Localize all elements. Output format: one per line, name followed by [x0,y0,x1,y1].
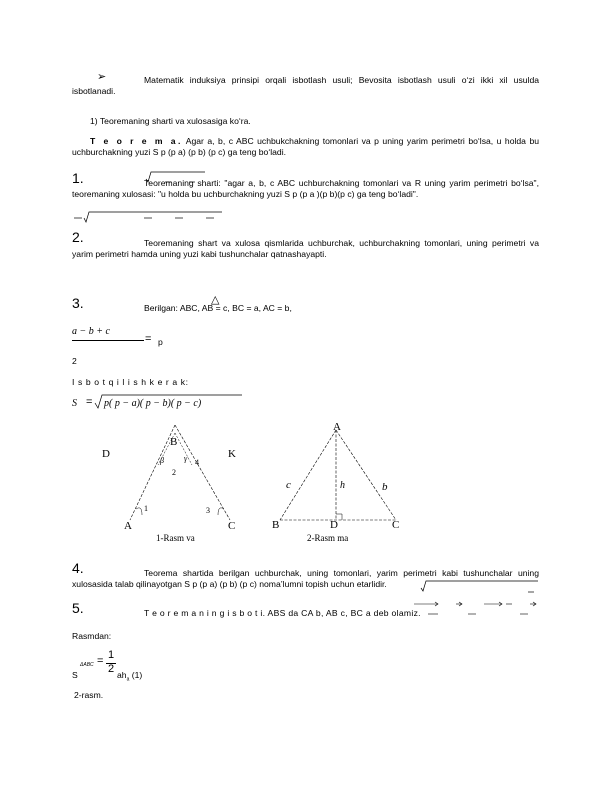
list-number-1: 1. [72,170,84,186]
fig2-label-side-c: c [286,479,291,491]
fig2-label-h: h [340,480,345,491]
list-item-2-text: Teoremaning shart va xulosa qismlarida uchburchak, uchburchakning tomonlari, uning perimetri va yarim perimetri hamda uning yuzi kabi tushunchalar qatnashayapti. [72,238,539,259]
formula-p-fraction-bar [72,340,144,341]
teorema-paragraph [72,136,539,158]
fig1-label-4: 4 [195,458,199,467]
formula-area-ref: (1) [131,670,143,680]
formula-area-equals: = [97,655,104,667]
list-number-3: 3. [72,295,84,311]
list-number-5: 5. [72,600,84,616]
formula-area-s: S [72,670,78,680]
fig1-label-c: C [228,520,236,532]
formula-p-equals: = [145,333,152,345]
fig2-label-b: B [272,519,280,531]
triangle-symbol: △ [211,294,220,306]
fig1-angle-a [136,508,142,515]
item-1-text: 1) Teoremaning sharti va xulosasiga ko‘ra. [90,116,251,126]
list-item-1 [72,178,539,200]
list-item-3-text: Berilgan: ABC, AB = c, BC = a, AC = b, [144,303,292,313]
radical-marks-top [145,170,215,186]
fig2-side-b [336,430,396,520]
radical-marks-item4 [420,580,540,594]
formula-p-rhs: p [158,337,163,347]
vector-arrows [410,598,540,620]
svg-text:β: β [160,456,164,465]
list-item-2 [72,238,539,260]
fig1-label-2: 2 [172,468,176,477]
rasm-2-label: 2-rasm. [74,690,104,700]
fig1-label-3: 3 [206,506,210,515]
list-item-5-text: T e o r e m a n i n g i s b o t i. ABS da CA b, AB c, BC a deb olamiz. [144,608,421,618]
formula-s-radicand: p( p − a)( p − b)( p − c) [104,398,202,409]
fig2-label-d: D [330,519,338,531]
figure-2 [272,420,412,540]
bullet-paragraph-text: Matematik induksiya prinsipi orqali isbotlash usuli; Bevosita isbotlash usuli o‘zi ikki xil usulda isbotlanadi. [72,75,539,96]
formula-p-numerator: a − b + c [72,326,110,337]
fig1-label-k: K [228,448,236,460]
bullet-paragraph [72,75,539,97]
figure-2-caption: 2-Rasm ma [307,533,349,543]
fig2-side-c [280,430,336,520]
bullet-marker: ➢ [97,71,107,83]
list-number-4: 4. [72,560,84,576]
formula-area-ah: ah [117,670,127,680]
figure-1-caption: 1-Rasm va [156,533,195,543]
fig1-side-bc [175,425,230,520]
list-item-1-text: Teoremaning sharti: "agar a, b, c ABC uchburchakning tomonlari va R uning yarim perimetri bo‘lsa", teoremaning xulosasi: "u holda bu uchburchakning yuzi S p (p a )(p b)(p c) ga teng bo‘ladi". [72,178,539,199]
formula-p-denominator: 2 [72,356,77,366]
isbotlash-label: I s b o t q i l i s h k e r a k: [72,377,189,387]
fig1-angle-c [218,508,224,515]
teorema-text: Agar a, b, c ABC uchbukchakning tomonlari va p uning yarim perimetri bo‘lsa, u holda bu uchburchakning yuzi S p (p a) (p b) (p c) ga teng bo‘ladi. [72,136,539,157]
formula-s-lhs: S [72,398,77,409]
fig1-label-d: D [102,448,110,460]
formula-area-den: 2 [108,663,115,675]
radical-marks [72,210,232,232]
fig1-label-1: 1 [144,504,148,513]
formula-area-ah-sub: a [126,676,130,683]
fig2-label-side-b: b [382,481,388,493]
formula-area-tail [117,670,142,686]
rasmdan-label: Rasmdan: [72,631,112,641]
fig1-side-ab [130,425,178,520]
formula-s-equals: = [86,396,93,408]
formula-area-sub: ΔABC [80,662,94,668]
fig1-label-a: A [124,520,132,532]
fig1-label-b: B [170,436,178,448]
fig2-label-a: A [333,421,341,433]
svg-text:γ: γ [184,454,188,463]
list-item-4-text: Teorema shartida berilgan uchburchak, uning tomonlari, yarim perimetri kabi tushunchalar uning xulosasida talab qilinayotgan S p (p a) (p b) (p c) noma’lumni topish uchun etarlidir. [72,568,539,589]
list-number-2: 2. [72,229,84,245]
figure-1 [100,425,260,545]
formula-area-num: 1 [108,649,115,661]
fig2-label-c: C [392,519,400,531]
teorema-label: T e o r e m a. [90,136,183,146]
